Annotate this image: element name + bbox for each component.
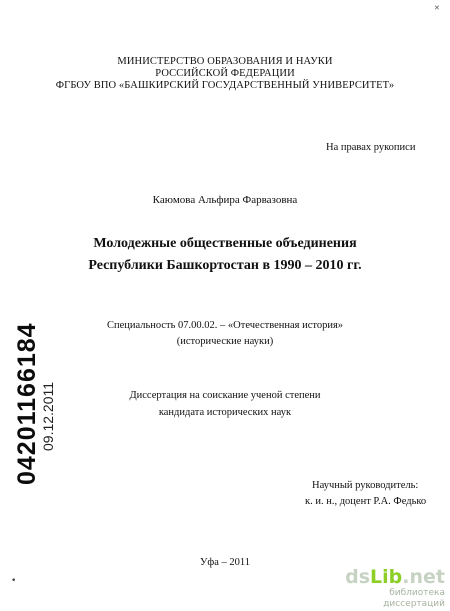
watermark-net: .net <box>402 566 445 588</box>
ministry-line-1: МИНИСТЕРСТВО ОБРАЗОВАНИЯ И НАУКИ <box>117 56 333 67</box>
city-year: Уфа – 2011 <box>199 557 250 568</box>
specialty <box>0 318 450 350</box>
author-name: Каюмова Альфира Фарвазовна <box>152 194 298 206</box>
degree-line-2: кандидата исторических наук <box>158 407 292 418</box>
corner-mark: ✕ <box>434 4 440 12</box>
watermark-tagline: библиотека диссертаций <box>383 588 445 609</box>
watermark-ds: ds <box>345 566 371 588</box>
library-stamp <box>13 322 56 485</box>
supervisor-label: Научный руководитель: <box>312 480 419 491</box>
degree-statement <box>0 387 450 421</box>
dslib-watermark[interactable] <box>332 566 448 610</box>
margin-mark: • <box>11 576 17 586</box>
ministry-header <box>0 56 450 92</box>
watermark-lib: Lib <box>370 566 403 588</box>
library-code: 04201166184 <box>13 322 41 485</box>
title-line-2: Республики Башкортостан в 1990 – 2010 гг. <box>88 258 362 273</box>
degree-line-1: Диссертация на соискание ученой степени <box>129 390 321 401</box>
dissertation-title <box>0 233 450 277</box>
library-date: 09.12.2011 <box>40 381 56 451</box>
supervisor-block <box>305 478 426 510</box>
ministry-line-2: РОССИЙСКОЙ ФЕДЕРАЦИИ <box>155 68 295 79</box>
watermark-logo <box>332 566 448 588</box>
specialty-line-1: Специальность 07.00.02. – «Отечественная история» <box>106 320 344 331</box>
specialty-line-2: (исторические науки) <box>176 336 274 347</box>
manuscript-note: На правах рукописи <box>326 142 416 153</box>
supervisor-name: к. и. н., доцент Р.А. Федько <box>305 496 427 507</box>
title-line-1: Молодежные общественные объединения <box>93 236 357 251</box>
ministry-line-3: ФГБОУ ВПО «БАШКИРСКИЙ ГОСУДАРСТВЕННЫЙ УНИВЕРСИТЕТ» <box>55 80 395 91</box>
